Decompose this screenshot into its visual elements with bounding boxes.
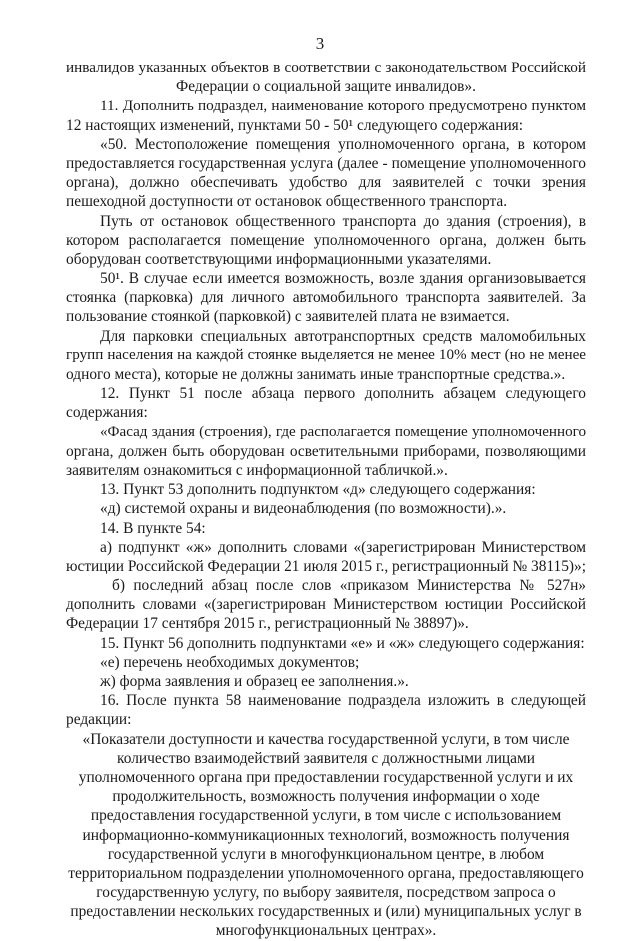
text-line: 12 настоящих изменений, пунктами 50 - 50¹ следующего содержания: bbox=[66, 116, 524, 134]
text-line: одного места), которые не должны занимать иные транспортные средства.». bbox=[66, 366, 566, 383]
text-line: информационно-коммуникационных технологий, возможность получения bbox=[82, 826, 570, 844]
text-line: групп населения на каждой стоянке выделяется не менее 10% мест (но не менее bbox=[66, 346, 586, 363]
text-line: стоянка (парковка) для личного автомобильного транспорта заявителей. За bbox=[66, 289, 586, 307]
text-line: предоставления государственной услуги, в том числе с использованием bbox=[90, 807, 562, 825]
text-line: предоставлении нескольких государственных и (или) муниципальных услуг в bbox=[70, 903, 582, 921]
text-line: количество взаимодействий заявителя с должностными лицами bbox=[117, 749, 535, 767]
text-line: 12. Пункт 51 после абзаца первого дополнить абзацем следующего bbox=[100, 385, 586, 403]
page-number: 3 bbox=[315, 34, 325, 53]
text-line: органа, должен быть оборудован осветительными приборами, позволяющими bbox=[66, 442, 586, 460]
text-line: б) последний абзац после слов «приказом Министерства № 527н» bbox=[112, 577, 586, 595]
text-line: а) подпункт «ж» дополнить словами «(зарегистрирован Министерством bbox=[100, 538, 586, 556]
text-line: «50. Местоположение помещения уполномоченного органа, в котором bbox=[100, 135, 586, 153]
text-line: «е) перечень необходимых документов; bbox=[100, 653, 360, 671]
text-line: Для парковки специальных автотранспортных средств маломобильных bbox=[100, 327, 586, 345]
text-line: ж) форма заявления и образец ее заполнения.». bbox=[100, 673, 409, 690]
text-line: 13. Пункт 53 дополнить подпунктом «д» следующего содержания: bbox=[100, 481, 536, 499]
text-line: продолжительность, возможность получения информации о ходе bbox=[112, 788, 540, 806]
text-line: инвалидов указанных объектов в соответствии с законодательством Российской bbox=[66, 59, 586, 76]
text-line: государственную услугу, по выбору заявителя, посредством запроса о bbox=[96, 884, 556, 902]
text-line: дополнить словами «(зарегистрирован Министерством юстиции Российской bbox=[66, 596, 586, 614]
text-line: 14. В пункте 54: bbox=[100, 519, 206, 537]
text-line: Федерации о социальной защите инвалидов». bbox=[176, 78, 476, 96]
text-line: 11. Дополнить подраздел, наименование которого предусмотрено пунктом bbox=[100, 97, 586, 115]
text-line: уполномоченного органа при предоставлении государственной услуги и их bbox=[78, 768, 574, 786]
text-line: пешеходной доступности от остановок общественного транспорта. bbox=[66, 193, 508, 211]
text-line: территориальном подразделении уполномоченного органа, предоставляющего bbox=[68, 864, 584, 882]
text-line: Путь от остановок общественного транспорта до здания (строения), в bbox=[100, 212, 586, 230]
text-line: «д) системой охраны и видеонаблюдения (по возможности).». bbox=[100, 500, 507, 518]
text-line: 50¹. В случае если имеется возможность, возле здания организовывается bbox=[100, 270, 586, 288]
text-line: предоставляется государственная услуга (далее - помещение уполномоченного bbox=[66, 154, 586, 172]
text-line: редакции: bbox=[66, 711, 132, 729]
text-line: органа), должно обеспечивать удобство для заявителей с точки зрения bbox=[66, 174, 586, 192]
text-line: пользование стоянкой (парковкой) с заявителей плата не взимается. bbox=[66, 308, 510, 326]
text-line: содержания: bbox=[66, 404, 148, 422]
text-line: котором располагается помещение уполномоченного органа, должен быть bbox=[66, 231, 586, 249]
text-line: многофункциональных центрах». bbox=[215, 922, 437, 940]
text-line: юстиции Российской Федерации 21 июля 2015 г., регистрационный № 38115)»; bbox=[66, 557, 586, 575]
text-line: заявителям ознакомиться с информационной табличкой.». bbox=[66, 461, 448, 479]
text-line: 15. Пункт 56 дополнить подпунктами «е» и «ж» следующего содержания: bbox=[100, 634, 585, 652]
text-line: оборудован соответствующими информационными указателями. bbox=[66, 250, 492, 268]
text-line: Федерации 17 сентября 2015 г., регистрационный № 38897)». bbox=[66, 615, 469, 633]
text-line: «Фасад здания (строения), где располагается помещение уполномоченного bbox=[100, 423, 586, 440]
document-body bbox=[66, 58, 586, 941]
text-line: 16. После пункта 58 наименование подраздела изложить в следующей bbox=[100, 692, 586, 710]
text-line: государственной услуги в многофункциональном центре, в любом bbox=[107, 845, 545, 863]
text-line: «Показатели доступности и качества государственной услуги, в том числе bbox=[82, 730, 570, 748]
